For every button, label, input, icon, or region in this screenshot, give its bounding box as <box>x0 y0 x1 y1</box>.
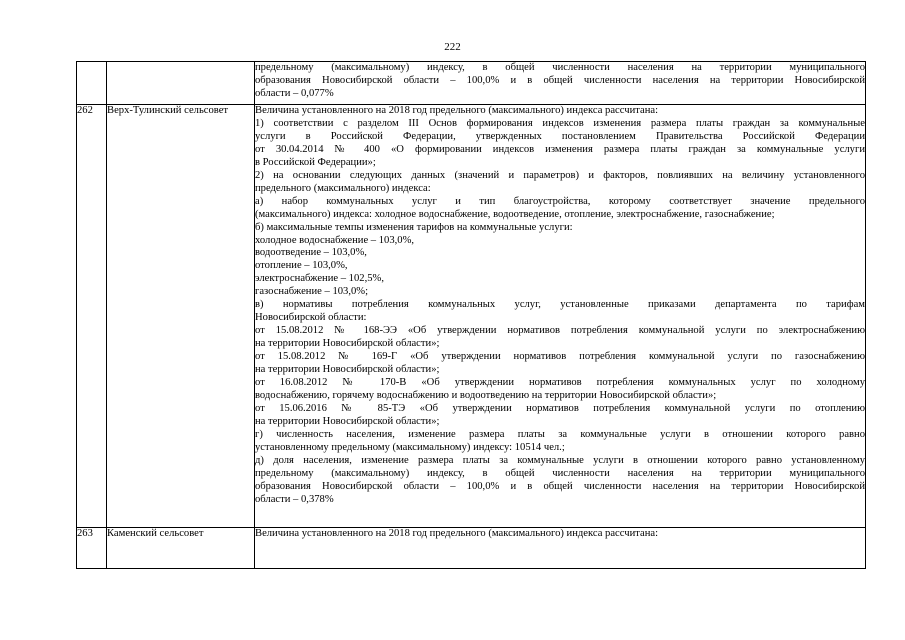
text-line: б) максимальные темпы изменения тарифов на коммунальные услуги: <box>255 221 573 233</box>
table-row <box>77 528 866 569</box>
row-number-cell <box>77 62 107 105</box>
text-line: г) численность населения, изменение размера платы за коммунальные услуги в отношении которого равно <box>255 428 865 440</box>
description-cell <box>255 62 866 105</box>
text-line: от 30.04.2014 № 400 «О формировании индексов изменения размера платы граждан за коммунальные услуги <box>255 143 865 155</box>
text-line: (максимального) индекса: холодное водоснабжение, водоотведение, отопление, электроснабжение, газоснабжение; <box>255 208 775 220</box>
text-line: 2) на основании следующих данных (значений и параметров) и факторов, повлиявших на величину установленного <box>255 169 865 181</box>
text-line: от 15.08.2012 № 168-ЭЭ «Об утверждении нормативов потребления коммунальной услуги по электроснабжению <box>255 325 865 337</box>
text-line: образования Новосибирской области – 100,0% и в общей численности населения на территории Новосибирской <box>255 74 865 86</box>
description-cell <box>255 105 866 528</box>
text-line: а) набор коммунальных услуг и тип благоустройства, которому соответствует значение предельного <box>255 195 865 207</box>
page-number: 222 <box>444 41 461 53</box>
row-number-cell: 263 <box>77 528 107 569</box>
table-row <box>77 62 866 105</box>
text-line: установленному предельному (максимальному) индексу: 10514 чел.; <box>255 441 565 453</box>
text-line: в) нормативы потребления коммунальных услуг, установленные приказами департамента по тарифам <box>255 299 865 311</box>
settlement-name-cell <box>107 62 255 105</box>
text-line: услуги в Российской Федерации, утвержденных постановлением Правительства Российской Федерации <box>255 130 865 142</box>
text-line: газоснабжение – 103,0%; <box>255 286 369 298</box>
index-table <box>76 61 866 569</box>
text-line: на территории Новосибирской области»; <box>255 338 440 350</box>
settlement-name-cell: Каменский сельсовет <box>107 528 255 569</box>
text-line: предельного (максимального) индекса: <box>255 182 431 194</box>
text-line: отопление – 103,0%, <box>255 260 348 272</box>
text-line: д) доля населения, изменение размера платы за коммунальные услуги в отношении которого равно установленному <box>255 454 865 466</box>
text-line: 1) соответствии с разделом III Основ формирования индексов изменения размера платы граждан за коммунальные <box>255 117 865 129</box>
text-line: области – 0,378% <box>255 493 334 505</box>
text-line: водоотведение – 103,0%, <box>255 247 367 259</box>
text-line: водоснабжению, горячему водоснабжению и водоотведению на территории Новосибирской области»; <box>255 389 717 401</box>
settlement-name-cell: Верх-Тулинский сельсовет <box>107 105 255 528</box>
text-line: Величина установленного на 2018 год предельного (максимального) индекса рассчитана: <box>255 105 659 116</box>
text-line: области – 0,077% <box>255 87 334 99</box>
text-line: образования Новосибирской области – 100,0% и в общей численности населения на территории Новосибирской <box>255 480 865 492</box>
row-number-cell: 262 <box>77 105 107 528</box>
text-line: предельному (максимальному) индексу, в общей численности населения на территории муниципального <box>255 62 865 73</box>
text-line: предельному (максимальному) индексу, в общей численности населения на территории муниципального <box>255 467 865 479</box>
text-line: на территории Новосибирской области»; <box>255 364 440 376</box>
text-line: от 16.08.2012 № 170-В «Об утверждении нормативов потребления коммунальных услуг по холодному <box>255 377 865 389</box>
text-line: электроснабжение – 102,5%, <box>255 273 384 285</box>
text-line: Величина установленного на 2018 год предельного (максимального) индекса рассчитана: <box>255 528 659 539</box>
text-line: в Российской Федерации»; <box>255 156 376 168</box>
text-line: от 15.08.2012 № 169-Г «Об утверждении нормативов потребления коммунальной услуги по газоснабжению <box>255 351 865 363</box>
table-row <box>77 105 866 528</box>
text-line: холодное водоснабжение – 103,0%, <box>255 234 415 246</box>
text-line: от 15.06.2016 № 85-ТЭ «Об утверждении нормативов потребления коммунальной услуги по отоплению <box>255 402 865 414</box>
text-line: Новосибирской области: <box>255 312 367 324</box>
text-line: на территории Новосибирской области»; <box>255 415 440 427</box>
description-cell <box>255 528 866 569</box>
